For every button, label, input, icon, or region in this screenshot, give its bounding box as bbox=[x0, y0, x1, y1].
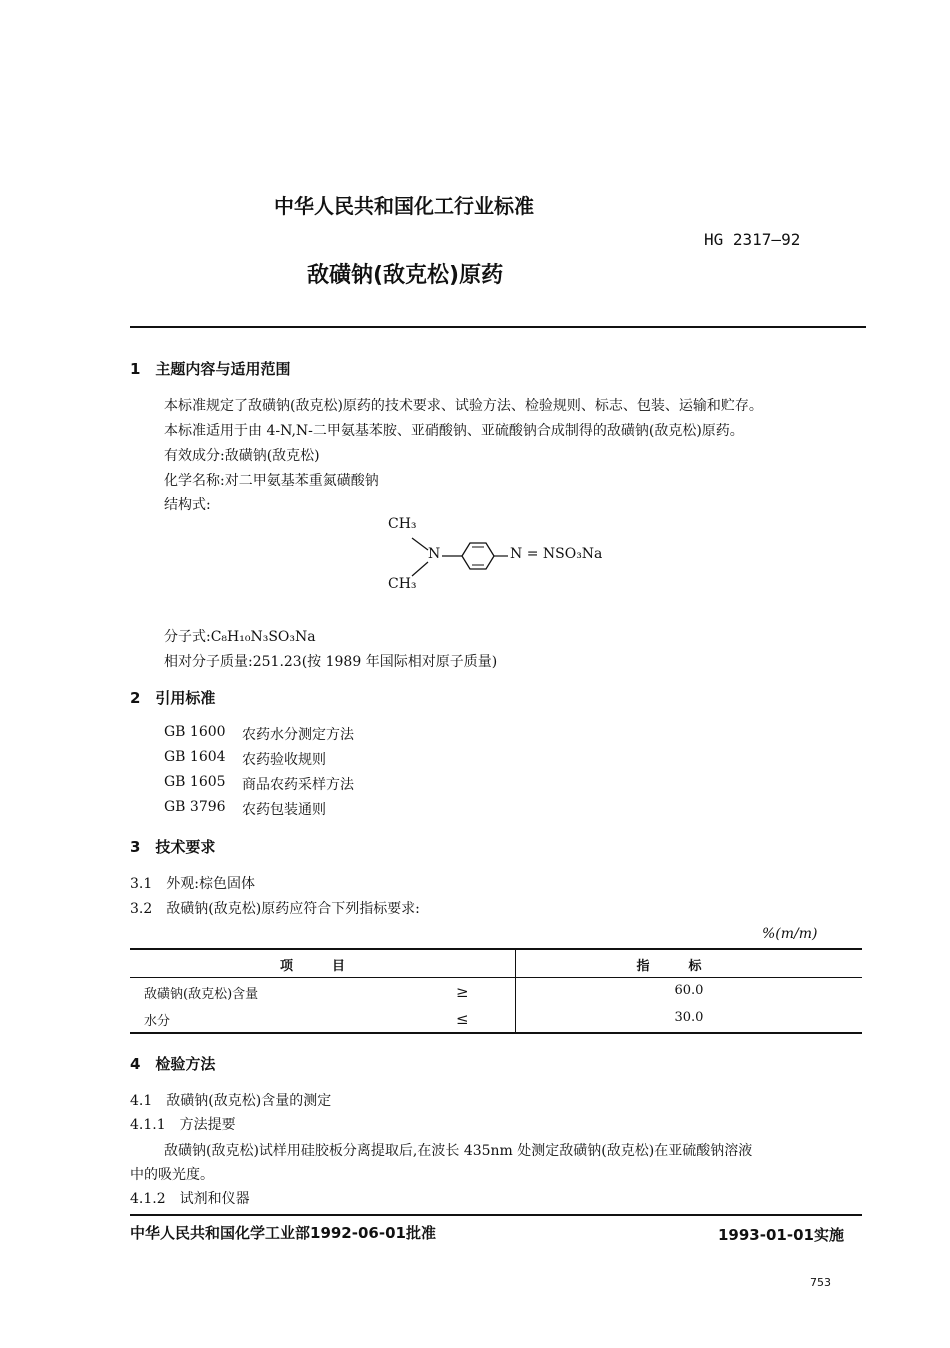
page-number: 753 bbox=[810, 1276, 831, 1289]
table-cell-value: 30.0 bbox=[516, 1005, 862, 1033]
molecular-formula: 分子式:C₈H₁₀N₃SO₃Na bbox=[164, 629, 316, 645]
table-header-index: 指 标 bbox=[516, 949, 862, 978]
section4-para-line2: 中的吸光度。 bbox=[130, 1167, 214, 1183]
table-header-row bbox=[130, 949, 862, 978]
reference-name: 农药水分测定方法 bbox=[242, 727, 354, 743]
section4-para-line1: 敌磺钠(敌克松)试样用硅胶板分离提取后,在波长 435nm 处测定敌磺钠(敌克松)在亚硫酸钠溶液 bbox=[164, 1143, 753, 1159]
reference-name: 农药包装通则 bbox=[242, 802, 326, 818]
standard-code: HG 2317—92 bbox=[704, 230, 801, 249]
table-cell-item: 水分 ≤ bbox=[130, 1005, 516, 1033]
table-cell-item: 敌磺钠(敌克松)含量 ≥ bbox=[130, 978, 516, 1006]
section1-heading: 1 主题内容与适用范围 bbox=[130, 360, 291, 378]
table-row bbox=[130, 978, 862, 1006]
reference-name: 商品农药采样方法 bbox=[242, 777, 354, 793]
approval-line: 中华人民共和国化学工业部1992-06-01批准 bbox=[130, 1224, 436, 1242]
structural-formula bbox=[380, 510, 640, 600]
methyl-bottom: CH₃ bbox=[388, 576, 417, 592]
effective-date: 1993-01-01实施 bbox=[718, 1226, 844, 1244]
section3-item-1: 3.1 外观:棕色固体 bbox=[130, 876, 255, 892]
nitrogen-atom: N bbox=[428, 546, 441, 562]
section4-sub1: 4.1 敌磺钠(敌克松)含量的测定 bbox=[130, 1093, 332, 1109]
table-cell-value: 60.0 bbox=[674, 983, 704, 998]
table-header-item: 项 目 bbox=[130, 949, 516, 978]
section1-para-4: 化学名称:对二甲氨基苯重氮磺酸钠 bbox=[164, 473, 379, 489]
section2-heading: 2 引用标准 bbox=[130, 689, 216, 707]
table-cell-operator: ≤ bbox=[456, 1010, 469, 1028]
reference-code: GB 3796 bbox=[164, 799, 226, 815]
table-cell-operator: ≥ bbox=[456, 983, 469, 1001]
section4-sub12: 4.1.2 试剂和仪器 bbox=[130, 1191, 250, 1207]
section3-heading: 3 技术要求 bbox=[130, 838, 216, 856]
footer-rule bbox=[130, 1214, 862, 1216]
reference-code: GB 1605 bbox=[164, 774, 226, 790]
spec-table bbox=[130, 948, 862, 1034]
molecular-mass: 相对分子质量:251.23(按 1989 年国际相对原子质量) bbox=[164, 654, 498, 670]
reference-code: GB 1600 bbox=[164, 724, 226, 740]
section4-heading: 4 检验方法 bbox=[130, 1055, 216, 1073]
section4-sub11: 4.1.1 方法提要 bbox=[130, 1117, 236, 1133]
diazo-sulfonate-group: N = NSO₃Na bbox=[510, 546, 603, 562]
reference-name: 农药验收规则 bbox=[242, 752, 326, 768]
table-row bbox=[130, 1005, 862, 1033]
table-unit: %(m/m) bbox=[762, 926, 818, 942]
section1-para-2: 本标准适用于由 4-N,N-二甲氨基苯胺、亚硝酸钠、亚硫酸钠合成制得的敌磺钠(敌克松)原药。 bbox=[164, 423, 744, 439]
section1-para-5: 结构式: bbox=[164, 497, 211, 513]
header-rule bbox=[130, 326, 866, 328]
document-title: 敌磺钠(敌克松)原药 bbox=[307, 263, 504, 288]
section1-para-3: 有效成分:敌磺钠(敌克松) bbox=[164, 448, 320, 464]
methyl-top: CH₃ bbox=[388, 516, 417, 532]
section1-para-1: 本标准规定了敌磺钠(敌克松)原药的技术要求、试验方法、检验规则、标志、包装、运输和贮存。 bbox=[164, 398, 763, 414]
section3-item-2: 3.2 敌磺钠(敌克松)原药应符合下列指标要求: bbox=[130, 901, 420, 917]
standard-org: 中华人民共和国化工行业标准 bbox=[274, 194, 534, 218]
reference-code: GB 1604 bbox=[164, 749, 226, 765]
